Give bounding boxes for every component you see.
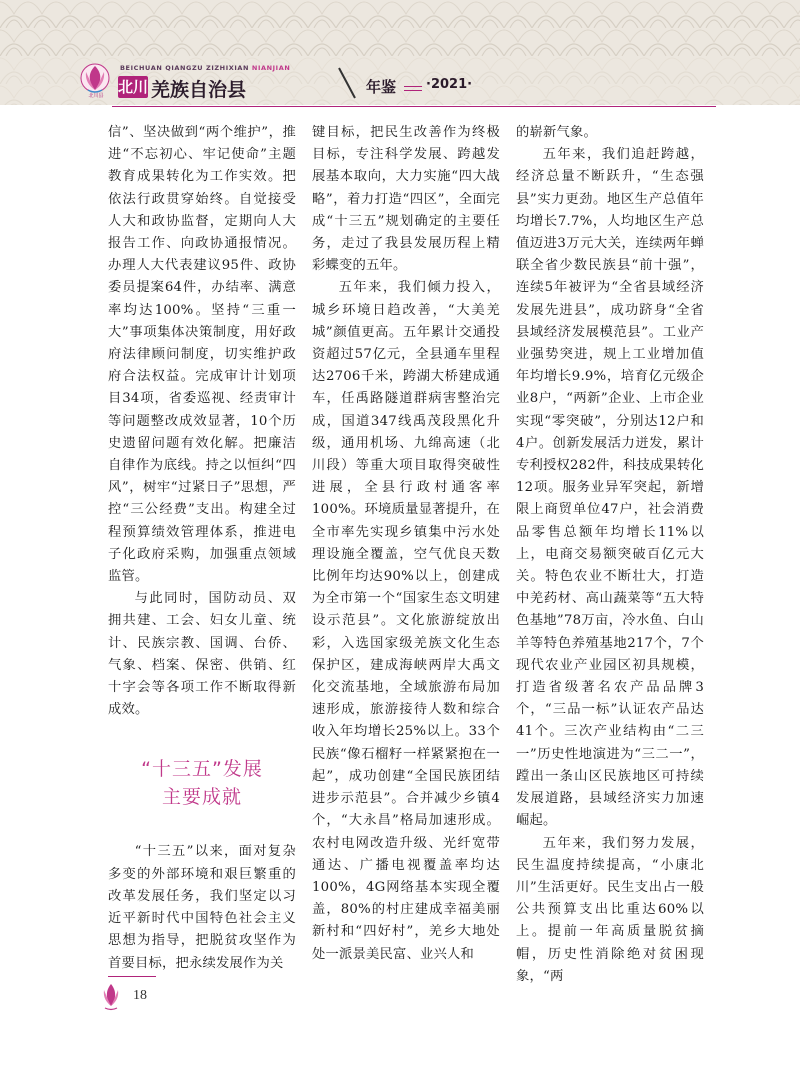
footer-flower-icon [100,982,122,1012]
page-header [0,0,800,105]
paragraph: 五年来，我们追赶跨越，经济总量不断跃升，“生态强县”实力更劲。地区生产总值年均增长7.7%，人均地区生产总值迈进3万元大关，连续两年蝉联全省少数民族县“前十强”，连续5年被评为“全省县域经济发展先进县”，成功跻身“全省县域经济发展模范县”。工业产业强势突进，规上工业增加值年均增长9.9%，培育亿元级企业8户，“两新”企业、上市企业实现“零突破”，分别达12户和4户。创新发展活力迸发，累计专利授权282件，科技成果转化12项。服务业异军突起，新增限上商贸单位47户，社会消费品零售总额年均增长11%以上，电商交易额突破百亿元大关。特色农业不断壮大，打造中羌药材、高山蔬菜等“五大特色基地”78万亩，冷水鱼、白山羊等特色养殖基地217个，7个现代农业产业园区初具规模，打造省级著名农产品品牌3个，“三品一标”认证农产品达41个。三次产业结构由“二三一”历史性地演进为“三二一”，蹚出一条山区民族地区可持续发展道路，县域经济实力加速崛起。 [516,147,704,829]
title-year: ·2021· [426,77,473,92]
logo-caption: 北川县 [88,93,104,99]
paragraph: 信”、坚决做到“两个维护”，推进“不忘初心、牢记使命”主题教育成果转化为工作实效。把依法行政贯穿始终。自觉接受人大和政协监督，定期向人大报告工作、向政协通报情况。办理人大代表建议95件、政协委员提案64件，办结率、满意率均达100%。坚持“三重一大”事项集体决策制度，用好政府法律顾问制度，切实维护政府合法权益。完成审计计划项目34项，省委巡视、经责审计等问题整改成效显著，10个历史遗留问题有效化解。把廉洁自律作为底线。持之以恒纠“四风”，树牢“过紧日子”思想，严控“三公经费”支出。构建全过程预算绩效管理体系，推进电子化政府采购，加强重点领域监管。 [108,125,296,585]
paragraph: 五年来，我们倾力投入，城乡环境日趋改善，“大美羌城”颜值更高。五年累计交通投资超过57亿元，全县通车里程达2706千米，跨湖大桥建成通车，任禹路隧道群病害整治完成，国道347线禹茂段黑化升级，通用机场、九绵高速（北川段）等重大项目取得突破性进展，全县行政村通客率100%。环境质量显著提升，在全市率先实现乡镇集中污水处理设施全覆盖，空气优良天数比例年均达90%以上，创建成为全市第一个“国家生态文明建设示范县”。文化旅游绽放出彩，入选国家级羌族文化生态保护区，建成海峡两岸大禹文化交流基地，全域旅游布局加速形成，旅游接待人数和综合收入年均增长25%以上。33个民族“像石榴籽一样紧紧抱在一起”，成功创建“全国民族团结进步示范县”。合并减少乡镇4个，“大永昌”格局加速形成。农村电网改造升级、光纤宽带通达、广播电视覆盖率均达100%，4G网络基本实现全覆盖，80%的村庄建成幸福美丽新村和“四好村”，羌乡大地处处一派景美民富、业兴人和 [312,280,500,962]
page-number: 18 [133,988,147,1003]
text-column-2 [312,122,500,966]
text-column-3 [516,122,704,988]
title-ornament [404,86,422,91]
paragraph: “十三五”以来，面对复杂多变的外部环境和艰巨繁重的改革发展任务，我们坚定以习近平新时代中国特色社会主义思想为指导，把脱贫攻坚作为首要目标，把永续发展作为关 [108,844,296,971]
text-column-1 [108,122,296,975]
section-heading-line-2: 主要成就 [161,786,242,809]
pinyin-accent: NIANJIAN [251,64,291,72]
paragraph: 与此同时，国防动员、双拥共建、工会、妇女儿童、统计、民族宗教、国调、台侨、气象、档案、保密、供销、红十字会等各项工作不断取得新成效。 [108,591,296,718]
header-rule [112,106,716,107]
pinyin-prefix: BEICHUAN QIANGZU ZIZHIXIAN [120,64,250,72]
section-heading-line-1: “十三五”发展 [141,758,263,781]
section-heading [108,755,296,811]
paragraph: 的崭新气象。 [516,125,597,140]
paragraph: 五年来，我们努力发展，民生温度持续提高，“小康北川”生活更好。民生支出占一般公共预算支出比重达60%以上。提前一年高质量脱贫摘帽，历史性消除绝对贫困现象，“两 [516,835,704,984]
footer-rule [108,976,156,977]
title-year-word: 年鉴 [366,78,397,96]
pinyin-title [120,64,290,72]
title-main: 羌族自治县 [151,79,247,101]
title-badge: 北川 [118,78,149,96]
paragraph: 键目标，把民生改善作为终极目标，专注科学发展、跨越发展基本取向，大力实施“四大战略”，着力打造“四区”，全面完成“十三五”规划确定的主要任务，走过了我县发展历程上精彩蝶变的五年。 [312,125,500,274]
